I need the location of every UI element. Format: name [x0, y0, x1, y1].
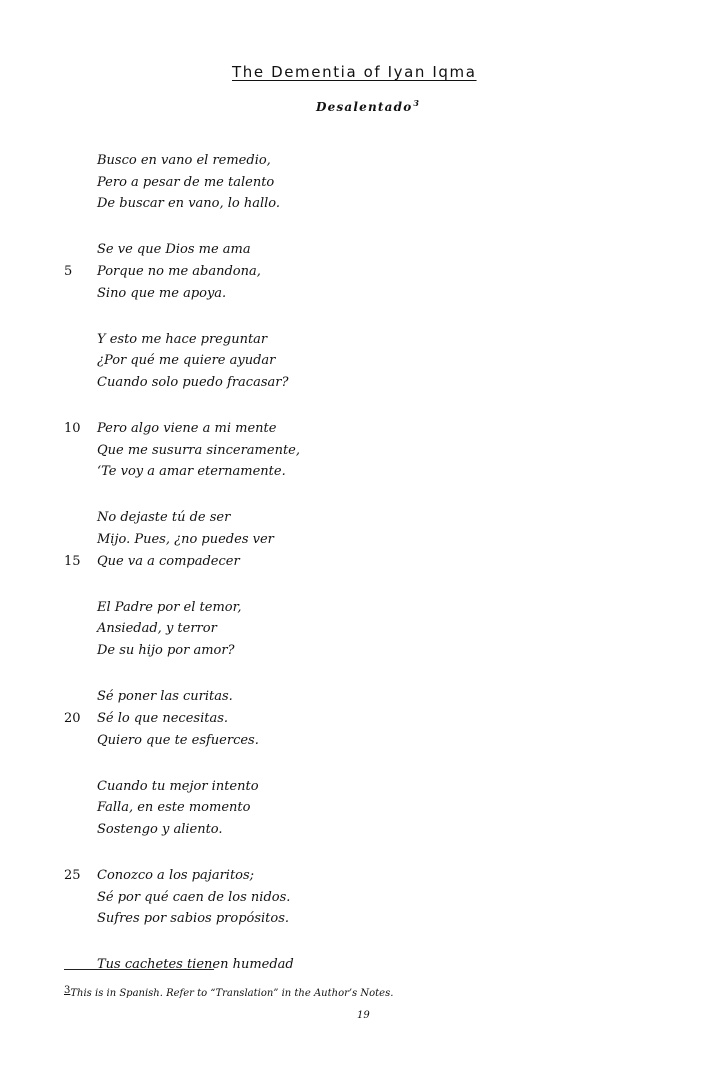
line-text: Sufres por sabios propósitos. [97, 911, 290, 927]
line-text: No dejaste tú de ser [97, 510, 231, 526]
poem-line [64, 172, 564, 194]
poem-line [64, 551, 564, 573]
line-text: Que va a compadecer [97, 553, 240, 569]
footnote [64, 985, 393, 999]
line-text: Sé por qué caen de los nidos. [97, 889, 291, 905]
poem-line [64, 418, 564, 440]
poem-line [64, 887, 564, 909]
line-number: 15 [64, 553, 81, 569]
poem-line [64, 329, 564, 351]
poem-line [64, 239, 564, 261]
poem-line [64, 529, 564, 551]
line-text: De buscar en vano, lo hallo. [97, 196, 281, 212]
stanza [64, 865, 564, 930]
poem-line [64, 908, 564, 930]
footnote-text: This is in Spanish. Refer to “Translation” in the Author’s Notes. [70, 988, 394, 999]
poem-line [64, 597, 564, 619]
line-number: 20 [64, 710, 81, 726]
line-text: Tus cachetes tienen humedad [97, 957, 294, 973]
poem-line [64, 461, 564, 483]
line-text: Conozco a los pajaritos; [97, 867, 255, 883]
stanza [64, 954, 564, 976]
line-text: Se ve que Dios me ama [97, 242, 251, 258]
line-text: Cuando solo puedo fracasar? [97, 375, 289, 391]
line-number: 10 [64, 421, 81, 437]
poem-line [64, 150, 564, 172]
footnote-mark: 3 [64, 985, 71, 996]
poem-line [64, 954, 564, 976]
line-text: Cuando tu mejor intento [97, 778, 259, 794]
poem-line [64, 372, 564, 394]
line-text: Quiero que te esfuerces. [97, 732, 259, 748]
stanza [64, 776, 564, 841]
running-head: The Dementia of Iyan Iqma [232, 63, 477, 81]
stanza [64, 597, 564, 662]
line-text: Sino que me apoya. [97, 285, 227, 301]
stanza [64, 239, 564, 304]
poem-line [64, 708, 564, 730]
line-text: Mijo. Pues, ¿no puedes ver [97, 532, 274, 548]
poem-line [64, 730, 564, 752]
poem-title [316, 98, 420, 114]
page-number: 19 [357, 1010, 370, 1021]
stanza [64, 507, 564, 572]
line-text: Busco en vano el remedio, [97, 153, 271, 168]
poem-line [64, 193, 564, 215]
poem-line [64, 283, 564, 305]
line-text: Que me susurra sinceramente, [97, 442, 300, 458]
line-text: Porque no me abandona, [97, 264, 261, 280]
line-text: Pero algo viene a mi mente [97, 421, 277, 437]
poem-line [64, 819, 564, 841]
footnote-reference: 3 [413, 98, 421, 108]
poem-line [64, 776, 564, 798]
footnote-divider [64, 969, 214, 970]
stanza [64, 686, 564, 751]
line-text: Sostengo y aliento. [97, 821, 223, 837]
line-text: ¿Por qué me quiere ayudar [97, 353, 276, 369]
poem-body [64, 150, 564, 1000]
line-text: Ansiedad, y terror [97, 621, 217, 637]
poem-line [64, 507, 564, 529]
stanza [64, 329, 564, 394]
poem-line [64, 618, 564, 640]
poem-line [64, 261, 564, 283]
poem-line [64, 686, 564, 708]
line-number: 5 [64, 264, 73, 280]
line-text: De su hijo por amor? [97, 643, 235, 659]
poem-line [64, 865, 564, 887]
poem-title-text: Desalentado [316, 100, 413, 114]
stanza [64, 418, 564, 483]
line-text: El Padre por el temor, [97, 599, 242, 615]
poem-line [64, 640, 564, 662]
poem-line [64, 350, 564, 372]
line-text: Pero a pesar de me talento [97, 174, 275, 190]
poem-line [64, 797, 564, 819]
poem-line [64, 440, 564, 462]
line-text: Falla, en este momento [97, 800, 251, 816]
line-text: Y esto me hace preguntar [97, 331, 268, 347]
line-text: ‘Te voy a amar eternamente. [97, 464, 286, 480]
line-text: Sé poner las curitas. [97, 689, 233, 705]
line-text: Sé lo que necesitas. [97, 710, 229, 726]
line-number: 25 [64, 867, 81, 883]
stanza [64, 150, 564, 215]
